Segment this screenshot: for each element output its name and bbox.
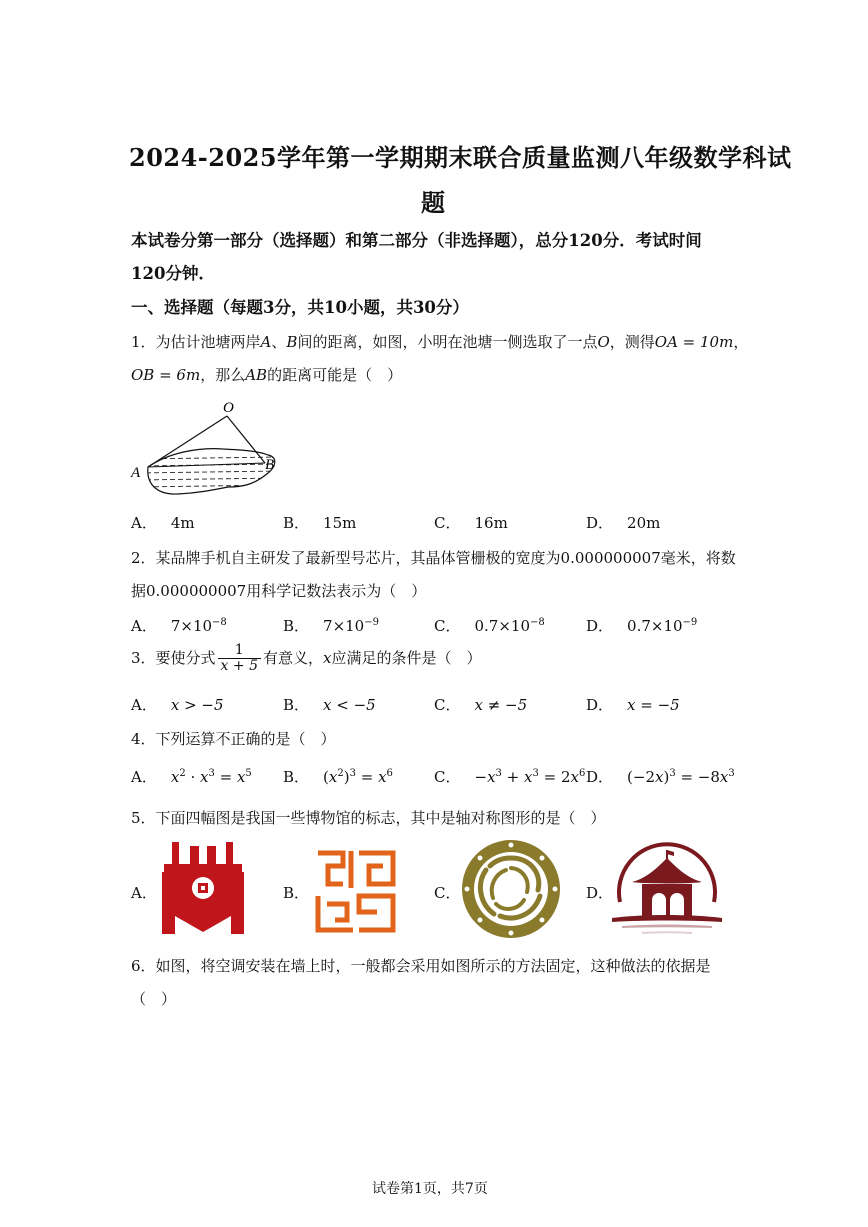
q5-option-b-label[interactable]: B． [283, 884, 310, 902]
fraction: $\frac{1}{x + 5}$ [218, 643, 261, 675]
q2-option-c[interactable]: C． $0.7\times 10^{-8}$ [434, 617, 545, 635]
q1-text-4: ，那么 [200, 366, 246, 384]
q3-option-c[interactable]: C． x ≠ −5 [434, 696, 528, 714]
question-5: 5．下面四幅图是我国一些博物馆的标志，其中是轴对称图形的是（ ） [131, 809, 606, 827]
q2-option-a[interactable]: A． $7\times 10^{-8}$ [131, 617, 227, 635]
q4-option-d[interactable]: D． $(-2x)^3 = -8x^3$ [586, 768, 735, 786]
q4-option-c[interactable]: C． $-x^3 + x^3 = 2x^6$ [434, 768, 586, 786]
q3-option-d[interactable]: D． x = −5 [586, 696, 680, 714]
q4-option-b[interactable]: B． $(x^2)^3 = x^6$ [283, 768, 393, 786]
page-title: 2024-2025学年第一学期期末联合质量监测八年级数学科试 [129, 143, 792, 172]
q3-option-a[interactable]: A． x > −5 [131, 696, 224, 714]
q5-option-c-label[interactable]: C． [434, 884, 461, 902]
page-footer: 试卷第1页，共7页 [372, 1181, 488, 1197]
museum-logo-b[interactable] [313, 848, 399, 934]
museum-logo-d[interactable] [612, 838, 722, 940]
q2-option-b[interactable]: B． $7\times 10^{-9}$ [283, 617, 379, 635]
q1-var-ab: AB [245, 366, 268, 384]
question-1-line-2 [131, 364, 402, 385]
intro-line-1: 本试卷分第一部分（选择题）和第二部分（非选择题），总分120分．考试时间 [131, 231, 702, 250]
question-1-line-1 [131, 331, 748, 352]
q5-option-a-label[interactable]: A． [131, 884, 157, 902]
q1-var-a: A [260, 333, 272, 351]
q1-var-o: O [597, 333, 610, 351]
page-title-continued: 题 [421, 188, 446, 217]
question-2-line-2: 据0.000000007用科学记数法表示为（ ） [131, 582, 427, 600]
q1-text-5: 的距离可能是（ ） [267, 366, 403, 384]
q2-option-d[interactable]: D． $0.7\times 10^{-9}$ [586, 617, 698, 635]
q1-option-c[interactable]: C． 16m [434, 514, 508, 532]
question-6-line-2: （ ） [131, 990, 177, 1008]
pond-figure [128, 395, 288, 505]
q1-text: 1．为估计池塘两岸 [131, 333, 261, 351]
q1-sep: 、 [271, 333, 287, 351]
q1-option-b[interactable]: B． 15m [283, 514, 357, 532]
section-heading: 一、选择题（每题3分，共10小题，共30分） [131, 298, 469, 317]
q1-option-d[interactable]: D． 20m [586, 514, 661, 532]
q1-option-a[interactable]: A． 4m [131, 514, 195, 532]
intro-line-2: 120分钟． [131, 264, 215, 283]
q5-option-d-label[interactable]: D． [586, 884, 614, 902]
museum-logo-a[interactable] [160, 840, 246, 936]
question-6-line-1: 6．如图，将空调安装在墙上时，一般都会采用如图所示的方法固定，这种做法的依据是 [131, 957, 711, 975]
museum-logo-c[interactable] [460, 838, 562, 940]
question-4: 4．下列运算不正确的是（ ） [131, 730, 336, 748]
q1-var-b: B [286, 333, 298, 351]
label-o: O [223, 400, 234, 416]
q1-text-2: 间的距离，如图，小明在池塘一侧选取了一点 [297, 333, 598, 351]
q1-comma: ， [733, 333, 749, 351]
question-3: 3．要使分式 $\frac{1}{x + 5}$ 有意义，x应满足的条件是（ ） [131, 642, 482, 675]
question-2-line-1: 2．某品牌手机自主研发了最新型号芯片，其晶体管栅极的宽度为0.000000007毫米，将数 [131, 549, 736, 567]
q1-oa-equation: OA = 10m [654, 333, 734, 351]
q3-option-b[interactable]: B． x < −5 [283, 696, 376, 714]
label-b: B [265, 457, 275, 473]
q1-text-3: ，测得 [609, 333, 655, 351]
label-a: A [131, 465, 141, 481]
q4-option-a[interactable]: A． $x^2 \cdot x^3 = x^5$ [131, 768, 252, 786]
q1-ob-equation: OB = 6m [131, 366, 201, 384]
